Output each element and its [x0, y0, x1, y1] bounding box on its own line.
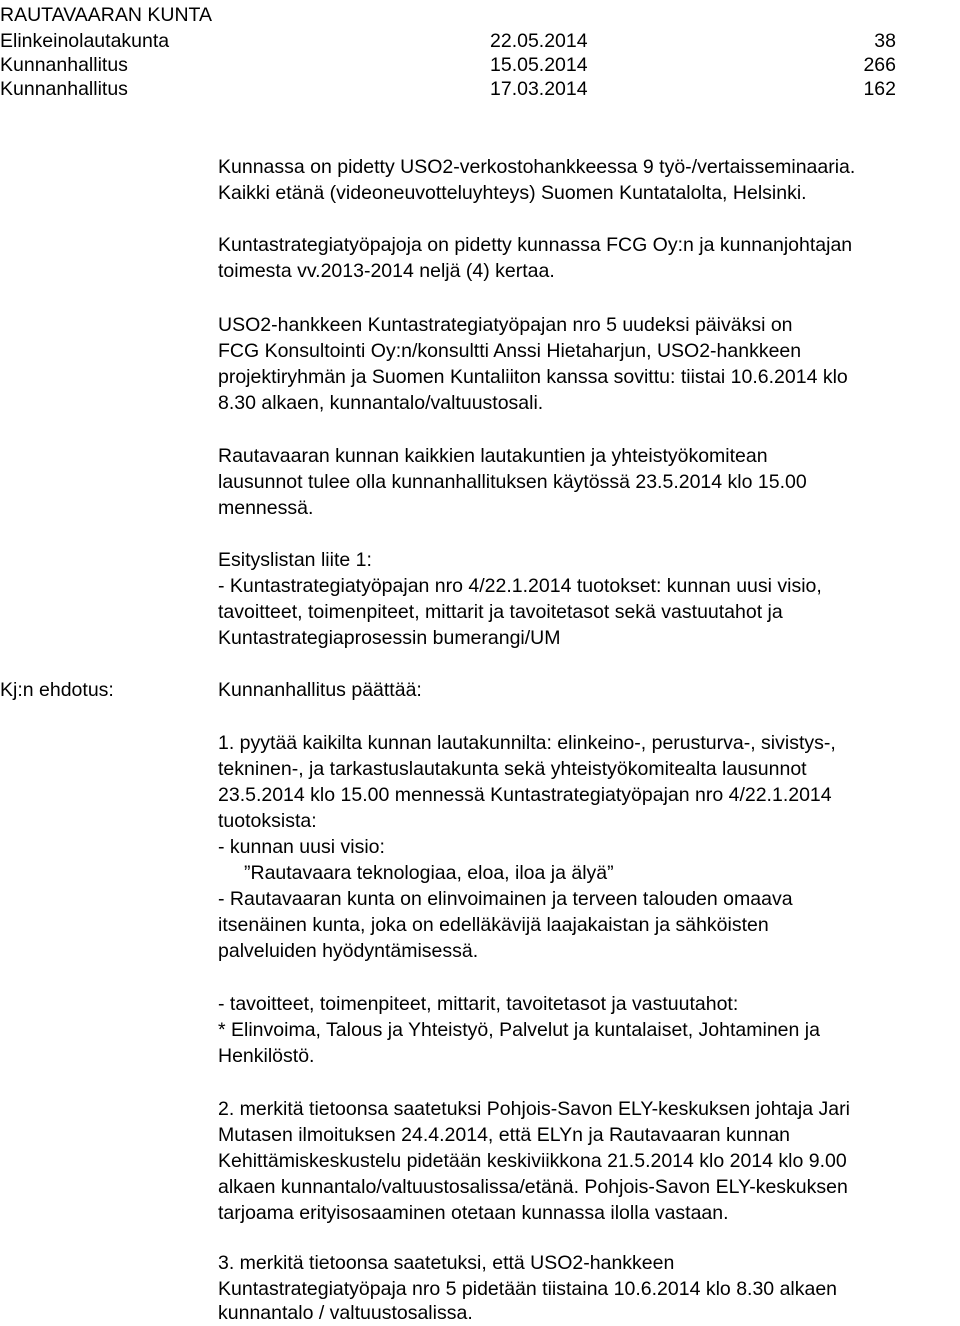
proposal-label: Kj:n ehdotus:	[0, 679, 114, 701]
meeting-date-3: 17.03.2014	[490, 78, 588, 100]
section-number-3: 162	[863, 78, 896, 100]
section-number-1: 38	[874, 30, 896, 52]
meeting-body-3: Kunnanhallitus	[0, 78, 128, 100]
paragraph-line: USO2-hankkeen Kuntastrategiatyöpajan nro 5 uudeksi päiväksi on	[218, 314, 793, 336]
paragraph-line: 3. merkitä tietoonsa saatetuksi, että USO2-hankkeen	[218, 1252, 675, 1274]
paragraph-line: 1. pyytää kaikilta kunnan lautakunnilta: elinkeino-, perusturva-, sivistys-,	[218, 732, 836, 754]
paragraph-line: Kaikki etänä (videoneuvotteluyhteys) Suomen Kuntatalolta, Helsinki.	[218, 182, 807, 204]
paragraph-line: FCG Konsultointi Oy:n/konsultti Anssi Hietaharjun, USO2-hankkeen	[218, 340, 802, 362]
paragraph-line: projektiryhmän ja Suomen Kuntaliiton kanssa sovittu: tiistai 10.6.2014 klo	[218, 366, 848, 388]
paragraph-line: alkaen kunnantalo/valtuustosalissa/etänä. Pohjois-Savon ELY-keskuksen	[218, 1176, 848, 1198]
paragraph-line: - tavoitteet, toimenpiteet, mittarit, tavoitetasot ja vastuutahot:	[218, 993, 739, 1015]
paragraph-line: tarjoama erityisosaaminen otetaan kunnassa ilolla vastaan.	[218, 1202, 729, 1224]
paragraph-line: 23.5.2014 klo 15.00 mennessä Kuntastrategiatyöpajan nro 4/22.1.2014	[218, 784, 832, 806]
meeting-date-1: 22.05.2014	[490, 30, 588, 52]
paragraph-line: itsenäinen kunta, joka on edelläkävijä laajakaistan ja sähköisten	[218, 914, 769, 936]
paragraph-line: mennessä.	[218, 497, 314, 519]
paragraph-line: 2. merkitä tietoonsa saatetuksi Pohjois-Savon ELY-keskuksen johtaja Jari	[218, 1098, 850, 1120]
meeting-body-2: Kunnanhallitus	[0, 54, 128, 76]
paragraph-line: - Rautavaaran kunta on elinvoimainen ja terveen talouden omaava	[218, 888, 793, 910]
paragraph-line: Rautavaaran kunnan kaikkien lautakuntien ja yhteistyökomitean	[218, 445, 768, 467]
paragraph-line: Henkilöstö.	[218, 1045, 315, 1067]
paragraph-line: tekninen-, ja tarkastuslautakunta sekä yhteistyökomitealta lausunnot	[218, 758, 807, 780]
paragraph-line: Kuntastrategiaprosessin bumerangi/UM	[218, 627, 561, 649]
paragraph-line: - Kuntastrategiatyöpajan nro 4/22.1.2014 tuotokset: kunnan uusi visio,	[218, 575, 822, 597]
paragraph-line: Mutasen ilmoituksen 24.4.2014, että ELYn ja Rautavaaran kunnan	[218, 1124, 791, 1146]
paragraph-line: palveluiden hyödyntämisessä.	[218, 940, 479, 962]
decision-heading: Kunnanhallitus päättää:	[218, 679, 422, 701]
organization-name: RAUTAVAARAN KUNTA	[0, 4, 212, 26]
paragraph-line: Kunnassa on pidetty USO2-verkostohankkeessa 9 työ-/vertaisseminaaria.	[218, 156, 856, 178]
paragraph-line: Kuntastrategiatyöpaja nro 5 pidetään tiistaina 10.6.2014 klo 8.30 alkaen	[218, 1278, 838, 1300]
paragraph-line: toimesta vv.2013-2014 neljä (4) kertaa.	[218, 260, 555, 282]
meeting-body-1: Elinkeinolautakunta	[0, 30, 170, 52]
vision-quote: ”Rautavaara teknologiaa, eloa, iloa ja älyä”	[244, 862, 614, 884]
section-number-2: 266	[863, 54, 896, 76]
paragraph-line: Kehittämiskeskustelu pidetään keskiviikkona 21.5.2014 klo 2014 klo 9.00	[218, 1150, 847, 1172]
paragraph-line: Esityslistan liite 1:	[218, 549, 372, 571]
paragraph-line: lausunnot tulee olla kunnanhallituksen käytössä 23.5.2014 klo 15.00	[218, 471, 807, 493]
paragraph-line: * Elinvoima, Talous ja Yhteistyö, Palvelut ja kuntalaiset, Johtaminen ja	[218, 1019, 820, 1041]
paragraph-line: Kuntastrategiatyöpajoja on pidetty kunnassa FCG Oy:n ja kunnanjohtajan	[218, 234, 853, 256]
paragraph-line: 8.30 alkaen, kunnantalo/valtuustosali.	[218, 392, 544, 414]
paragraph-line: kunnantalo / valtuustosalissa.	[218, 1302, 473, 1324]
paragraph-line: tuotoksista:	[218, 810, 317, 832]
paragraph-line: tavoitteet, toimenpiteet, mittarit ja tavoitetasot sekä vastuutahot ja	[218, 601, 783, 623]
paragraph-line: - kunnan uusi visio:	[218, 836, 385, 858]
meeting-date-2: 15.05.2014	[490, 54, 588, 76]
